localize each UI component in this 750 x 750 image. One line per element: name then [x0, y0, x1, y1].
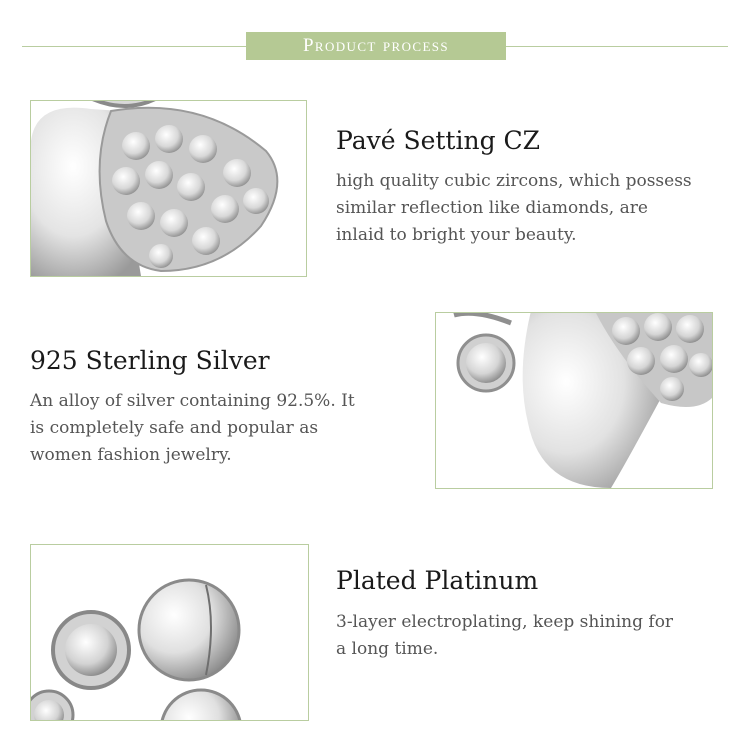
header-divider-right — [506, 46, 728, 47]
feature-desc-line: women fashion jewelry. — [30, 445, 232, 465]
feature-desc-silver — [30, 388, 355, 469]
feature-desc-line: is completely safe and popular as — [30, 418, 319, 438]
feature-title-silver: 925 Sterling Silver — [30, 346, 270, 375]
feature-desc-platinum — [336, 609, 673, 663]
feature-desc-line: similar reflection like diamonds, are — [336, 198, 648, 218]
feature-desc-line: inlaid to bright your beauty. — [336, 225, 577, 245]
feature-desc-line: a long time. — [336, 639, 439, 659]
sterling-silver-photo — [435, 312, 713, 489]
header-divider-left — [22, 46, 246, 47]
feature-desc-line: high quality cubic zircons, which possess — [336, 171, 692, 191]
pave-setting-photo — [30, 100, 307, 277]
section-header-title: Product process — [302, 35, 450, 56]
plated-platinum-photo — [30, 544, 309, 721]
feature-desc-line: An alloy of silver containing 92.5%. It — [30, 391, 355, 411]
feature-desc-pave — [336, 168, 692, 249]
feature-desc-line: 3-layer electroplating, keep shining for — [336, 612, 674, 632]
feature-title-platinum: Plated Platinum — [336, 566, 539, 595]
section-header-banner — [246, 32, 506, 60]
feature-title-pave: Pavé Setting CZ — [336, 126, 541, 155]
